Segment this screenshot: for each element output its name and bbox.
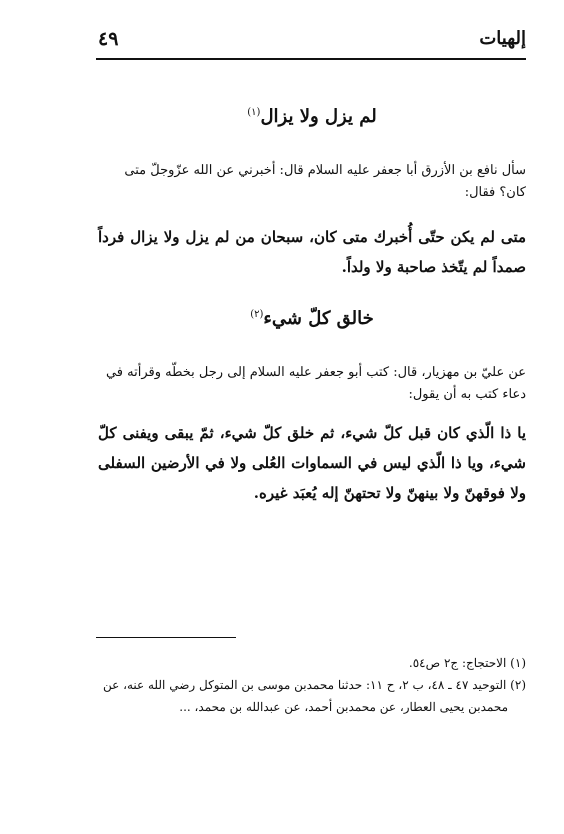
hadith-text-1: متى لم يكن حتّى أُخبرك متى كان، سبحان من لم يزل ولا يزال فرداً صمداً لم يتّخذ صاحبة ولا ولداً. <box>98 228 526 276</box>
footnote-rule <box>96 637 236 638</box>
hadith-text-2: يا ذا الّذي كان قبل كلّ شيء، ثم خلق كلّ شيء، ثمّ يبقى ويفنى كلّ شيء، ويا ذا الّذي ليس في السماوات العُلى ولا في الأرضين السفلى ولا فوقهنّ ولا بينهنّ ولا تحتهنّ إله يُعبَد غيره. <box>98 424 526 502</box>
narration-1: سأل نافع بن الأزرق أبا جعفر عليه السلام قال: أخبرني عن الله عزّوجلّ متى كان؟ فقال: <box>124 163 526 200</box>
footnote-ref-2: (٢) <box>250 309 264 320</box>
footnote-2-continued: محمدبن يحيى العطار، عن محمدبن أحمد، عن عبدالله بن محمد، ... <box>179 700 508 714</box>
footnote-2: (٢) التوحيد ٤٧ ـ ٤٨، ب ٢، ح ١١: حدثنا محمدبن موسى بن المتوكل رضي الله عنه، عن <box>102 678 526 692</box>
page-number: ٤٩ <box>98 28 119 50</box>
footnote-1: (١) الاحتجاج: ج٢ ص٥٤. <box>408 656 526 670</box>
page-header <box>98 28 526 54</box>
section-heading-2 <box>98 308 526 329</box>
heading-text: خالق كلّ شيء <box>263 308 374 329</box>
running-title: إلهيات <box>479 28 526 49</box>
footnotes <box>98 652 526 718</box>
header-rule <box>96 58 526 60</box>
heading-text: لم يزل ولا يزال <box>260 106 377 127</box>
narration-2: عن عليّ بن مهزيار، قال: كتب أبو جعفر عليه السلام إلى رجل بخطّه وقرأته في دعاء كتب به أن يقول: <box>105 365 526 402</box>
section-heading-1 <box>98 106 526 127</box>
footnote-ref-1: (١) <box>247 107 261 118</box>
